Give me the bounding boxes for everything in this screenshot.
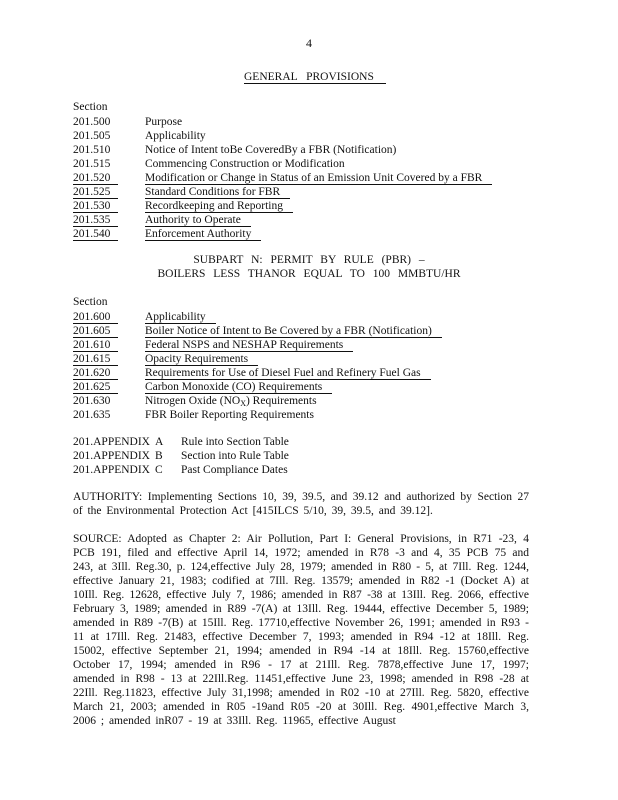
section-number [73, 213, 145, 227]
section-title-part: Nitrogen Oxide (NO [145, 395, 241, 407]
appendix-title: Section into Rule Table [181, 450, 289, 462]
section-title: Notice of Intent toBe CoveredBy a FBR (Notification) [145, 144, 397, 156]
appendix-title: Rule into Section Table [181, 436, 289, 448]
section-title: Applicability [145, 130, 206, 142]
toc-row [73, 171, 492, 185]
section-number [73, 324, 145, 338]
toc-row [73, 324, 442, 338]
section-title: Applicability [145, 311, 216, 324]
toc-row [73, 143, 396, 157]
authority-paragraph: AUTHORITY: Implementing Sections 10, 39, 39.5, and 39.12 and authorized by Section 27 of the Environmental Protection Act [415ILCS 5/10, 39, 39.5, and 39.12]. [73, 491, 529, 517]
toc-row [73, 199, 293, 213]
section-title [145, 395, 317, 407]
toc-row [73, 227, 261, 241]
toc-row [73, 352, 258, 366]
section-title: Standard Conditions for FBR [145, 186, 290, 199]
section-number-text: 201.500 [73, 116, 111, 128]
section-title: Boiler Notice of Intent to Be Covered by a FBR (Notification) [145, 325, 442, 338]
toc-row [73, 380, 332, 394]
toc-row [73, 185, 290, 199]
section-number-text: 201.615 [73, 353, 118, 366]
subpart-heading-line2: BOILERS LESS THANOR EQUAL TO 100 MMBTU/HR [157, 268, 461, 280]
section-number-text: 201.600 [73, 311, 118, 324]
page-number: 4 [306, 36, 312, 50]
section-number-text: 201.635 [73, 409, 111, 421]
appendix-label: 201.APPENDIX [73, 464, 150, 476]
source-paragraph: SOURCE: Adopted as Chapter 2: Air Pollution, Part I: General Provisions, in R71 -23, 4 PCB 191, filed and effective April 14, 1972; amended in R78 -3 and 4, 35 PCB 75 and 243, at 3Ill. Reg.30, p. 124,effective July 28, 1979; amended in R80 - 5, at 7Ill. Reg. 1244, effective January 21, 1983; codified at 7Ill. Reg. 13579; amended in R82 -1 (Docket A) at 10Ill. Reg. 12628, effective July 7, 1986; amended in R87 -38 at 13Ill. Reg. 2066, effective February 3, 1989; amended in R89 -7(A) at 13Ill. Reg. 19444, effective December 5, 1989; amended in R89 -7(B) at 15Ill. Reg. 17710,effective November 26, 1991; amended in R93 - 11 at 17Ill. Reg. 21483, effective December 7, 1993; amended in R94 -12 at 18Ill. Reg. 15002, effective September 21, 1994; amended in R94 -14 at 18Ill. Reg. 15760,effective October 17, 1994; amended in R96 - 17 at 21Ill. Reg. 7878,effective June 17, 1997; amended in R98 - 13 at 22Ill.Reg. 11451,effective June 23, 1998; amended in R98 -28 at 22Ill. Reg.11823, effective July 31,1998; amended in R02 -10 at 27Ill. Reg. 5820, effective March 21, 2003; amended in R05 -19and R05 -20 at 30Ill. Reg. 4901,effective March 3, 2006 ; amended inR07 - 19 at 33Ill. Reg. 11965, effective August [73, 533, 529, 727]
section-number [73, 227, 145, 241]
section-number [73, 129, 145, 143]
subpart-heading-line1: SUBPART N: PERMIT BY RULE (PBR) – [193, 254, 425, 266]
section-number [73, 338, 145, 352]
section-number-text: 201.535 [73, 214, 118, 227]
section-number-text: 201.505 [73, 130, 111, 142]
section-number [73, 380, 145, 394]
section-number-text: 201.515 [73, 158, 111, 170]
section-number-text: 201.520 [73, 172, 118, 185]
section-number [73, 185, 145, 199]
section-number [73, 366, 145, 380]
section-number [73, 394, 145, 408]
section-title: Federal NSPS and NESHAP Requirements [145, 339, 353, 352]
section-number [73, 408, 145, 422]
appendix-letter: A [155, 436, 164, 448]
section-number-text: 201.605 [73, 325, 118, 338]
section-number [73, 143, 145, 157]
appendix-label: 201.APPENDIX [73, 450, 150, 462]
section-number-text: 201.540 [73, 228, 118, 241]
section-header: Section [73, 101, 108, 113]
section-title: FBR Boiler Reporting Requirements [145, 409, 314, 421]
section-number [73, 352, 145, 366]
appendix-row [73, 463, 288, 477]
section-number-text: 201.525 [73, 186, 118, 199]
section-number [73, 157, 145, 171]
section-title-subscript: X [240, 399, 246, 408]
appendix-row [73, 435, 289, 449]
page-title [244, 71, 386, 83]
section-number-text: 201.625 [73, 381, 118, 394]
section-title: Requirements for Use of Diesel Fuel and Refinery Fuel Gas [145, 367, 431, 380]
toc-row [73, 408, 314, 422]
section-title: Authority to Operate [145, 214, 251, 227]
toc-row [73, 394, 317, 408]
section-number-text: 201.630 [73, 395, 111, 407]
section-title: Recordkeeping and Reporting [145, 200, 293, 213]
toc-row [73, 213, 251, 227]
toc-row [73, 157, 345, 171]
section-number [73, 171, 145, 185]
section-number-text: 201.620 [73, 367, 118, 380]
section-number-text: 201.610 [73, 339, 118, 352]
section-number [73, 310, 145, 324]
toc-row [73, 310, 216, 324]
section-number-text: 201.510 [73, 144, 111, 156]
appendix-label: 201.APPENDIX [73, 436, 150, 448]
page-title-text: GENERAL PROVISIONS [244, 71, 386, 84]
toc-row [73, 366, 431, 380]
section-title: Carbon Monoxide (CO) Requirements [145, 381, 332, 394]
appendix-title: Past Compliance Dates [181, 464, 288, 476]
toc-row [73, 115, 182, 129]
section-number [73, 115, 145, 129]
appendix-letter: C [155, 464, 163, 476]
appendix-row [73, 449, 289, 463]
section-title-part: ) Requirements [245, 395, 317, 407]
section-title: Modification or Change in Status of an Emission Unit Covered by a FBR [145, 172, 492, 185]
section-title: Commencing Construction or Modification [145, 158, 345, 170]
section-header-2: Section [73, 296, 108, 308]
section-title: Purpose [145, 116, 183, 128]
toc-row [73, 129, 206, 143]
toc-row [73, 338, 353, 352]
section-number [73, 199, 145, 213]
section-title: Opacity Requirements [145, 353, 258, 366]
section-title: Enforcement Authority [145, 228, 261, 241]
section-number-text: 201.530 [73, 200, 118, 213]
appendix-letter: B [155, 450, 163, 462]
